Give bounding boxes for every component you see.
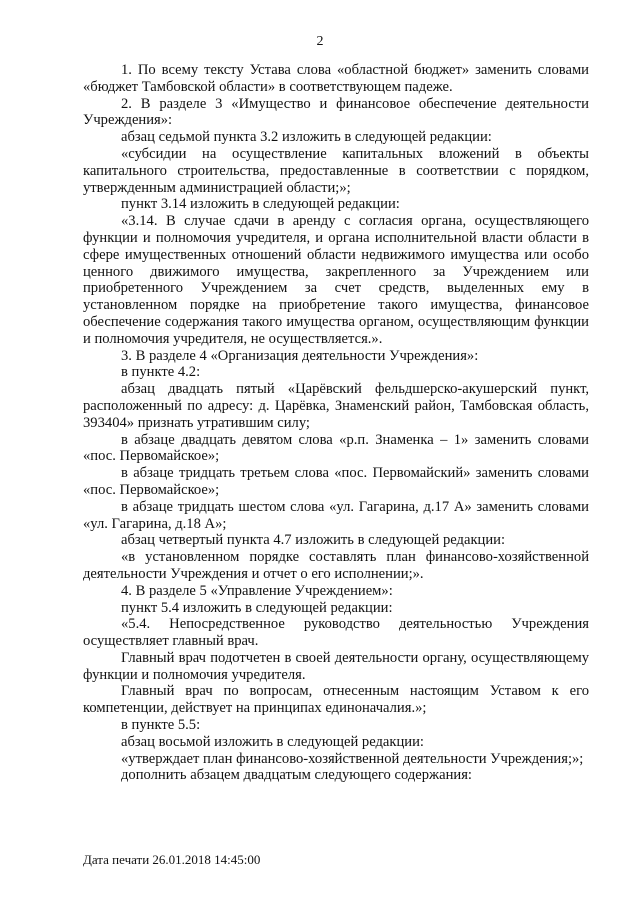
page-number: 2 bbox=[316, 34, 324, 49]
paragraph: 3. В разделе 4 «Организация деятельности Учреждения»: bbox=[121, 347, 479, 364]
paragraph: «утверждает план финансово-хозяйственной деятельности Учреждения;»; bbox=[121, 750, 584, 767]
paragraph: абзац двадцать пятый «Царёвский фельдшерско-акушерский пункт, расположенный по адресу: д. Царёвка, Знаменский район, Тамбовская область, 393404» признать утратившим силу; bbox=[83, 381, 589, 431]
paragraph: абзац седьмой пункта 3.2 изложить в следующей редакции: bbox=[121, 129, 492, 146]
print-date-footer: Дата печати 26.01.2018 14:45:00 bbox=[83, 852, 261, 867]
document-body bbox=[83, 62, 589, 784]
paragraph: в абзаце тридцать третьем слова «пос. Первомайский» заменить словами «пос. Первомайское»; bbox=[83, 465, 589, 498]
paragraph: «в установленном порядке составлять план финансово-хозяйственной деятельности Учреждения и отчет о его исполнении;». bbox=[83, 549, 589, 582]
paragraph: 4. В разделе 5 «Управление Учреждением»: bbox=[121, 582, 393, 599]
paragraph: в пункте 4.2: bbox=[121, 364, 201, 381]
paragraph: 2. В разделе 3 «Имущество и финансовое обеспечение деятельности Учреждения»: bbox=[83, 95, 589, 129]
paragraph: абзац четвертый пункта 4.7 изложить в следующей редакции: bbox=[121, 532, 506, 549]
paragraph: абзац восьмой изложить в следующей редакции: bbox=[121, 733, 424, 750]
paragraph: «3.14. В случае сдачи в аренду с согласия органа, осуществляющего функции и полномочия учредителя, и органа исполнительной власти области в сфере имущественных отношений области недвижимого имущества или особо ценного движимого имущества, закрепленного за Учреждением или приобретенного Учреждением за счет средств, выделенных ему в установленном порядке на приобретение такого имущества, финансовое обеспечение содержания такого имущества органом, осуществляющим функции и полномочия учредителя, не осуществляется.». bbox=[83, 213, 589, 347]
paragraph: дополнить абзацем двадцатым следующего содержания: bbox=[121, 767, 472, 784]
paragraph: Главный врач подотчетен в своей деятельности органу, осуществляющему функции и полномочия учредителя. bbox=[83, 649, 589, 683]
paragraph: пункт 3.14 изложить в следующей редакции: bbox=[121, 196, 400, 213]
paragraph: пункт 5.4 изложить в следующей редакции: bbox=[121, 599, 393, 616]
paragraph: «субсидии на осуществление капитальных вложений в объекты капитального строительства, предоставленные в соответствии с порядком, утвержденным администрацией области;»; bbox=[83, 145, 589, 196]
paragraph: в пункте 5.5: bbox=[121, 717, 201, 734]
paragraph: в абзаце тридцать шестом слова «ул. Гагарина, д.17 А» заменить словами «ул. Гагарина, д.18 А»; bbox=[83, 498, 589, 532]
paragraph: Главный врач по вопросам, отнесенным настоящим Уставом к его компетенции, действует на принципах единоначалия.»; bbox=[83, 683, 589, 717]
paragraph: 1. По всему тексту Устава слова «областной бюджет» заменить словами «бюджет Тамбовской области» в соответствующем падеже. bbox=[83, 62, 589, 95]
paragraph: «5.4. Непосредственное руководство деятельностью Учреждения осуществляет главный врач. bbox=[83, 616, 589, 650]
paragraph: в абзаце двадцать девятом слова «р.п. Знаменка – 1» заменить словами «пос. Первомайское»; bbox=[83, 431, 589, 465]
